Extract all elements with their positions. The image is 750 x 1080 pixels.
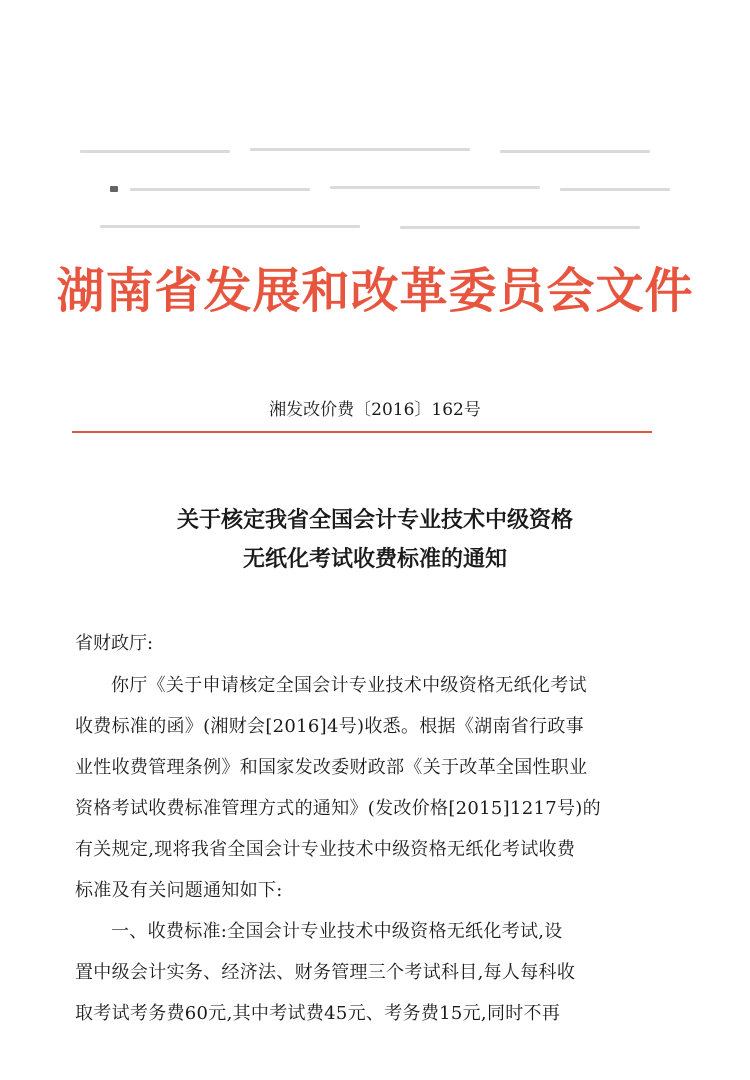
body-line: 取考试考务费60元,其中考试费45元、考务费15元,同时不再 (75, 1003, 561, 1024)
document-number: 湘发改价费〔2016〕162号 (269, 400, 481, 420)
scan-artifact (100, 225, 360, 228)
body-line: 标准及有关问题通知如下: (75, 880, 283, 901)
document-title-line-2: 无纸化考试收费标准的通知 (242, 547, 507, 572)
red-divider-line (72, 431, 652, 433)
body-line: 置中级会计实务、经济法、财务管理三个考试科目,每人每科收 (75, 962, 576, 983)
scan-artifact (250, 148, 470, 151)
body-line: 一、收费标准:全国会计专业技术中级资格无纸化考试,设 (111, 921, 563, 942)
body-line: 收费标准的函》(湘财会[2016]4号)收悉。根据《湖南省行政事 (75, 716, 584, 737)
scan-artifact (330, 186, 540, 189)
scan-artifact (130, 188, 310, 191)
salutation: 省财政厅: (75, 633, 154, 654)
scan-artifact (400, 226, 640, 229)
body-line: 资格考试收费标准管理方式的通知》(发改价格[2015]1217号)的 (75, 798, 601, 819)
scan-artifact (110, 186, 118, 192)
body-line: 你厅《关于申请核定全国会计专业技术中级资格无纸化考试 (111, 675, 587, 696)
scan-artifact (80, 150, 230, 153)
body-line: 业性收费管理条例》和国家发改委财政部《关于改革全国性职业 (75, 757, 588, 778)
scan-artifact (560, 188, 670, 191)
issuer-header-title: 湖南省发展和改革委员会文件 (56, 263, 694, 319)
body-line: 有关规定,现将我省全国会计专业技术中级资格无纸化考试收费 (75, 839, 576, 860)
document-title-line-1: 关于核定我省全国会计专业技术中级资格 (176, 508, 573, 533)
scan-artifact (500, 150, 650, 153)
